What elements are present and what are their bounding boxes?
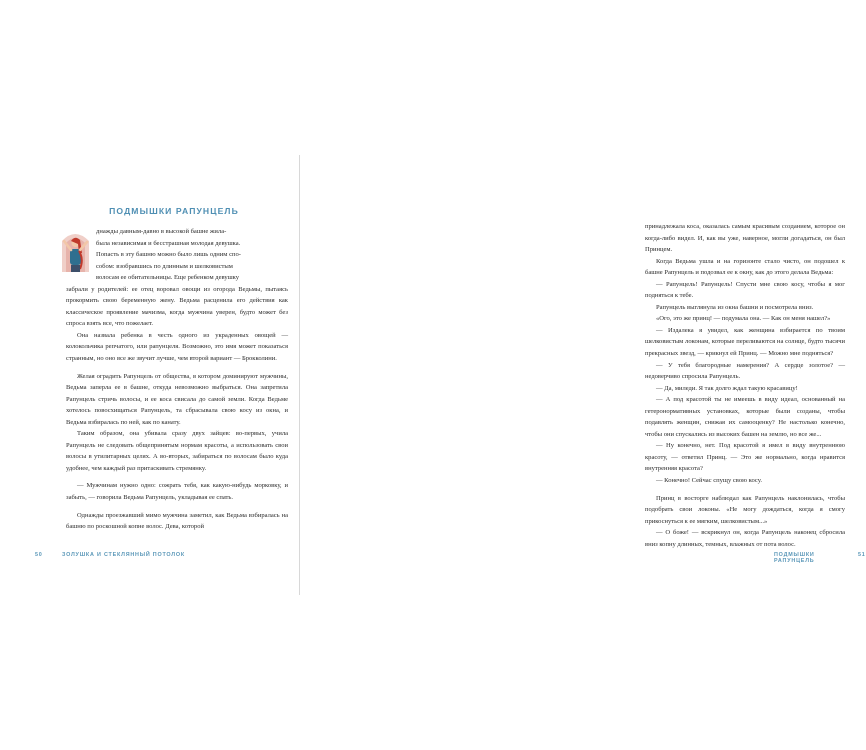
paragraph: «Ого, это же принц! — подумала она. — Как он меня нашел?»	[656, 315, 831, 323]
paragraph: Принц в восторге наблюдал как Рапунцель наклонилась, чтобы подобрать свои локоны. «Не могу дождаться, когда я смогу прикоснуться к ее мягким, шелковистым...»	[645, 494, 845, 525]
paragraph: Она назвала ребенка в честь одного из украденных овощей — колокольчика репчатого, или рапунцеля. Возможно, это имя может показаться странным, но оно все же звучит лучше, чем второй вариант — Брокколини.	[66, 331, 288, 363]
paragraph: забрали у родителей: ее отец воровал овощи из огорода Ведьмы, пытаясь прокормить свою беременную жену. Ведьма расценила его действия как классическое проявление мачизма, когда мужчина уверен, будто может без спроса взять все, что пожелает.	[66, 285, 288, 328]
paragraph: принадлежала коса, оказалась самым красивым созданием, которое он когда-либо видел. И, как вы уже, наверное, могли догадаться, он был Принцем.	[645, 223, 845, 254]
paragraph: собом: взобравшись по длинным и шелковистым	[96, 262, 233, 270]
running-head: ЗОЛУШКА И СТЕКЛЯННЫЙ ПОТОЛОК	[62, 552, 185, 558]
chapter-title: ПОДМЫШКИ РАПУНЦЕЛЬ	[109, 206, 239, 216]
paragraph: днажды давным-давно в высокой башне жила-	[96, 228, 227, 235]
left-text-column	[66, 226, 288, 533]
paragraph: — А под красотой ты не имеешь в виду идеал, основанный на гетеронормативных установках, которые были созданы, чтобы подавлять женщин, снижая их самооценку? Не настолько конечно, чтобы они спускались из высоких башен на землю, но все же...	[645, 396, 845, 438]
running-head: ПОДМЫШКИ РАПУНЦЕЛЬ	[774, 552, 815, 564]
paragraph: — Издалека я увидел, как женщина взбирается по твоим шелковистым локонам, которые переливаются на солнце, будто тысячи прекрасных звезд, — крикнул ей Принц. — Можно мне подняться?	[645, 326, 845, 358]
paragraph: — У тебя благородные намерения? А сердце золотое? — недоверчиво спросила Рапунцель.	[645, 361, 845, 381]
page-number: 50	[35, 552, 43, 558]
right-page	[300, 0, 866, 750]
paragraph: — Ну конечно, нет. Под красотой я имел в виду внутреннюю красоту, — ответил Принц. — Это же нормально, когда нравится внутренняя красота?	[645, 442, 845, 473]
left-page	[0, 0, 299, 750]
paragraph: Когда Ведьма ушла и на горизонте стало чисто, он подошел к башне Рапунцель и подозвал ее к окну, как до этого делала Ведьма:	[645, 257, 845, 277]
paragraph: — Да, миледи. Я так долго ждал такую красавицу!	[656, 384, 798, 392]
page-number: 51	[858, 552, 866, 558]
paragraph: Рапунцель выглянула из окна башни и посмотрела вниз.	[656, 303, 814, 311]
paragraph: Таким образом, она убивала сразу двух зайцев: во-первых, учила Рапунцель не следовать общепринятым нормам красоты, а использовать свои волосы в утилитарных целях. А во-вторых, забираться по волосам было куда удобнее, чем каждый раз притаскивать стремянку.	[66, 430, 288, 472]
paragraph: Попасть в эту башню можно было лишь одним спо-	[96, 251, 241, 259]
paragraph: — Рапунцель! Рапунцель! Спусти мне свою косу, чтобы я мог подняться к тебе.	[645, 280, 845, 300]
paragraph: — Конечно! Сейчас спущу свою косу.	[656, 477, 762, 485]
paragraph: — Мужчинам нужно одно: сожрать тебя, как какую-нибудь морковку, и забыть, — говорила Ведьма Рапунцель, укладывая ее спать.	[66, 482, 288, 502]
paragraph: волосам ее обитательницы. Еще ребенком девушку	[96, 274, 240, 282]
paragraph: — О боже! — вскрикнул он, когда Рапунцель наконец сбросила вниз копну длинных, темных, влажных от пота волос.	[645, 529, 845, 548]
right-text-column	[645, 221, 845, 550]
paragraph: Однажды проезжавший мимо мужчина заметил, как Ведьма взбиралась на башню по роскошной копне волос. Дева, которой	[66, 511, 288, 531]
paragraph: Желая оградить Рапунцель от общества, в котором доминируют мужчины, Ведьма заперла ее в башне, откуда невозможно выбраться. Она запретила Рапунцель стричь волосы, и ее коса свисала до самой земли. Когда Ведьме хотелось повосхищаться Рапунцель, та сбрасывала свою косу из окна, и Ведьма взбиралась по ней, как по канату.	[66, 372, 288, 426]
paragraph: была независимая и бесстрашная молодая девушка.	[96, 239, 241, 247]
